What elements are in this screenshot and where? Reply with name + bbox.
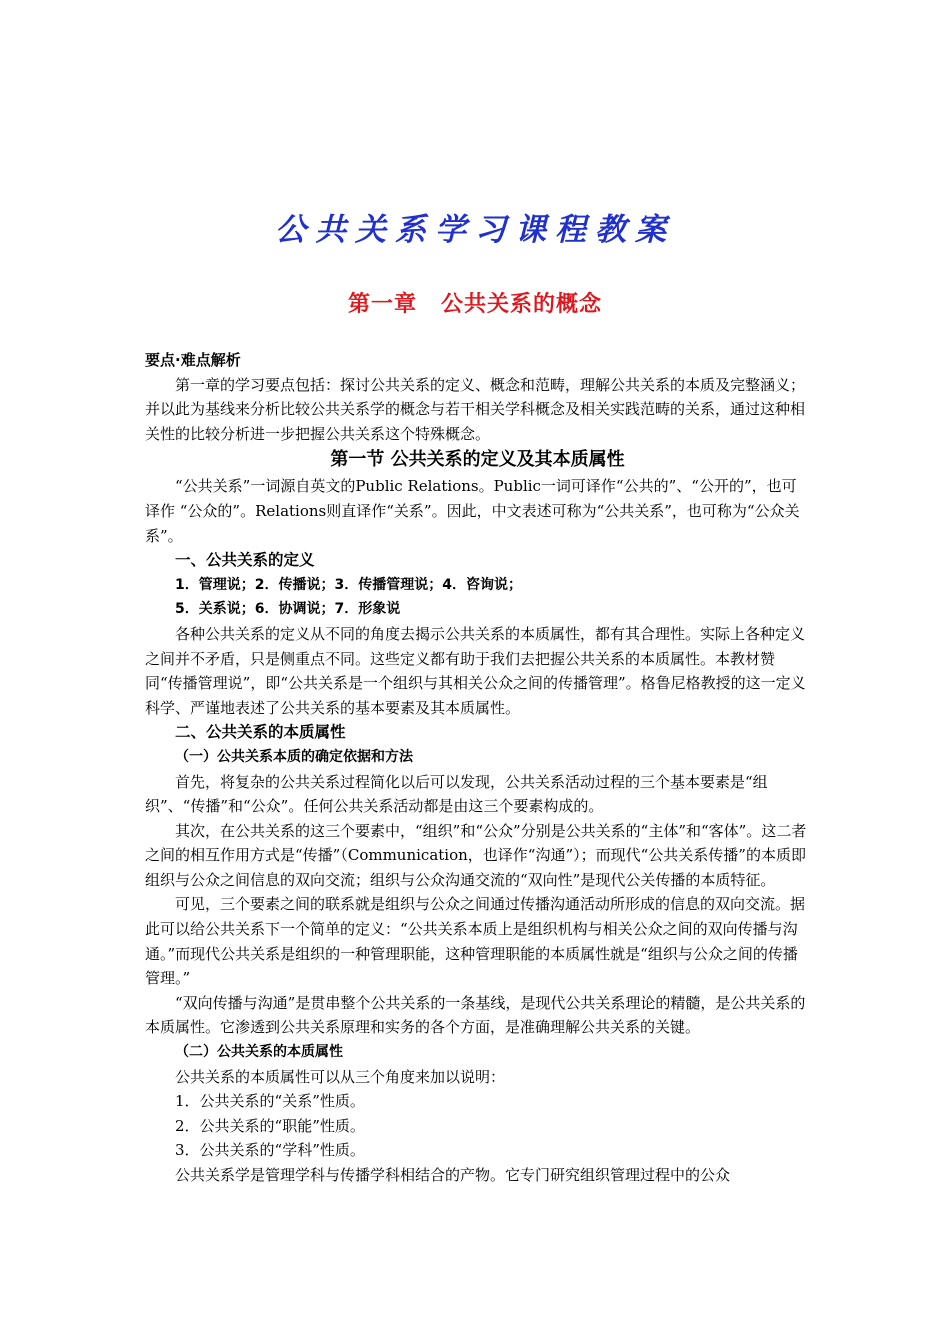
list-item: 1．公共关系的“关系”性质。 (175, 1092, 365, 1111)
paragraph-last: 公共关系学是管理学科与传播学科相结合的产物。它专门研究组织管理过程中的公众 (175, 1166, 731, 1184)
key-points-heading: 要点·难点解析 (145, 351, 241, 369)
paragraph-third: 可见，三个要素之间的联系就是组织与公众之间通过传播沟通活动所形成的信息的双向交流。据此可以给公共关系下一个简单的定义：“公共关系本质上是组织机构与相关公众之间的双向传播与沟通。”而现代公共关系是组织的一种管理职能，这种管理职能的本质属性就是“组织与公众之间的传播管理。” (145, 895, 806, 988)
subheading-essence: 二、公共关系的本质属性 (175, 723, 346, 742)
paragraph-fourth: “双向传播与沟通”是贯串整个公共关系的一条基线，是现代公共关系理论的精髓，是公共关系的本质属性。它渗透到公共关系原理和实务的各个方面，是准确理解公共关系的关键。 (145, 993, 806, 1037)
paragraph-first: 首先，将复杂的公共关系过程简化以后可以发现，公共关系活动过程的三个基本要素是“组织”、“传播”和“公众”。任何公共关系活动都是由这三个要素构成的。 (145, 772, 768, 816)
chapter-heading (0, 287, 950, 318)
document-body (145, 348, 810, 1188)
section-heading: 第一节 公共关系的定义及其本质属性 (330, 449, 625, 471)
chapter-label: 第一章 (347, 292, 417, 317)
definition-paragraph: 各种公共关系的定义从不同的角度去揭示公共关系的本质属性，都有其合理性。实际上各种定义之间并不矛盾，只是侧重点不同。这些定义都有助于我们去把握公共关系的本质属性。本教材赞同“传播管理说”，即“公共关系是一个组织与其相关公众之间的传播管理”。格鲁尼格教授的这一定义科学、严谨地表述了公共关系的基本要素及其本质属性。 (145, 624, 806, 717)
intro-paragraph: 第一章的学习要点包括：探讨公共关系的定义、概念和范畴，理解公共关系的本质及完整涵义；并以此为基线来分析比较公共关系学的概念与若干相关学科概念及相关实践范畴的关系，通过这种相关性的比较分析进一步把握公共关系这个特殊概念。 (145, 375, 806, 443)
definition-list-line-1: 1．管理说；2．传播说；3．传播管理说；4．咨询说； (175, 576, 522, 593)
paragraph-angles: 公共关系的本质属性可以从三个角度来加以说明： (175, 1067, 506, 1086)
subsubheading-attributes: （二）公共关系的本质属性 (175, 1044, 343, 1061)
paragraph-second: 其次，在公共关系的这三个要素中，“组织”和“公众”分别是公共关系的“主体”和“客体”。这二者之间的相互作用方式是“传播”（Communication，也译作“沟通”）；而现代“公共关系传播”的本质即组织与公众之间信息的双向交流；组织与公众沟通交流的“双向性”是现代公关传播的本质特征。 (145, 821, 807, 889)
subsubheading-basis: （一）公共关系本质的确定依据和方法 (175, 748, 413, 765)
document-title: 公共关系学习课程教案 (275, 212, 675, 248)
section-intro-paragraph: “公共关系”一词源自英文的Public Relations。Public一词可译作“公共的”、“公开的”，也可译作 “公众的”。Relations则直译作“关系”。因此，中文表述可称为“公共关系”，也可称为“公众关系”。 (145, 477, 800, 545)
definition-list-line-2: 5．关系说；6．协调说；7．形象说 (175, 601, 401, 618)
subheading-definition: 一、公共关系的定义 (175, 551, 315, 570)
chapter-name: 公共关系的概念 (441, 292, 603, 317)
list-item: 2．公共关系的“职能”性质。 (175, 1116, 365, 1135)
list-item: 3．公共关系的“学科”性质。 (175, 1141, 365, 1160)
